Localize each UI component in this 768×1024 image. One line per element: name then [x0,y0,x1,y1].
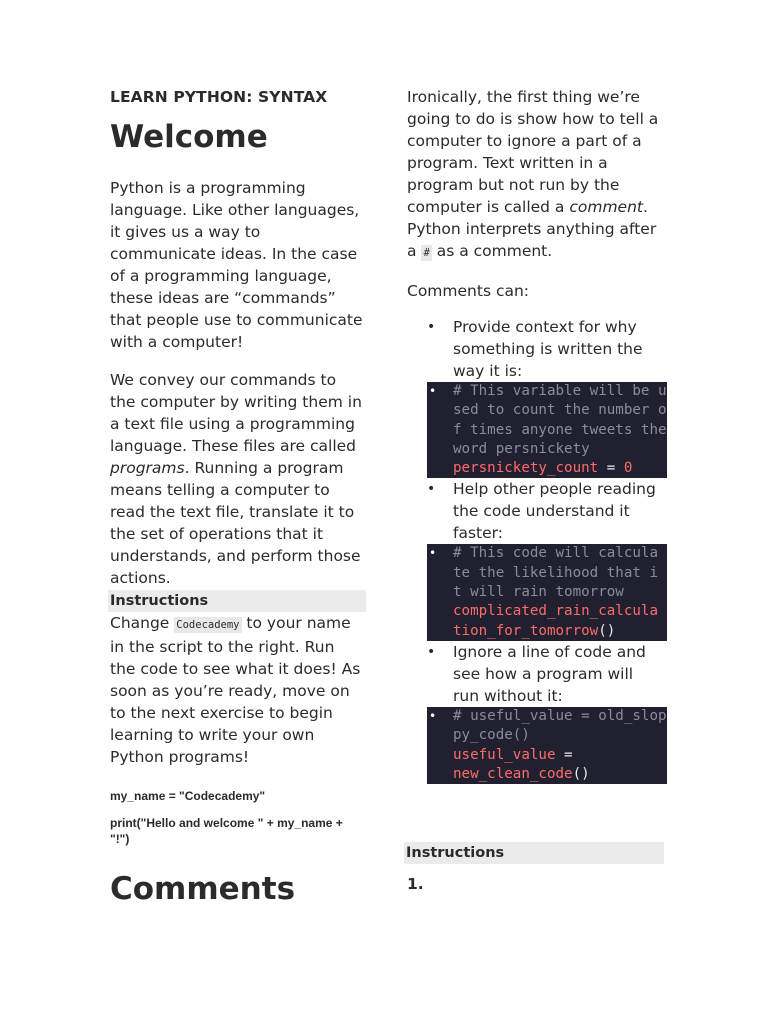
code-parens: () [572,765,590,782]
code-block-useful-value [427,707,667,784]
course-kicker: LEARN PYTHON: SYNTAX [110,88,328,106]
code-block-persnickety [427,382,676,478]
hash-inline-code: # [423,247,430,259]
codecademy-inline-code: Codecademy [176,618,240,631]
instructions-label-right: Instructions [404,842,664,864]
intro-paragraph-1: Python is a programming language. Like other languages, it gives us a way to communicate ideas. In the case of a programming language, these ideas are “commands” that people use to communicate with a computer! [110,178,363,351]
instr-text-b: to your name in the script to the right. Run the code to see what it does! As soon as you’re ready, move on to the next exercise to begin learning to write your own Python programs! [110,613,361,766]
instructions-label-left: Instructions [108,590,366,612]
code-line-print: print("Hello and welcome " + my_name + "!") [110,815,343,846]
list-item: • Help other people reading the code understand it faster: [407,478,661,544]
programs-term: programs [110,458,185,477]
bullet-dot-icon: • [429,384,437,398]
welcome-heading: Welcome [110,119,268,155]
list-item: • Ignore a line of code and see how a program will run without it: [407,641,661,707]
comments-can-label: Comments can: [407,282,530,300]
code-line-name: my_name = "Codecademy" [110,788,266,803]
code-function-call: complicated_rain_calculation_for_tomorrow [453,603,658,639]
instr-text-a: Change [110,613,175,632]
right-column [407,84,676,784]
comments-intro-paragraph [407,86,661,264]
bullet-dot-icon: • [429,546,437,561]
left-column [110,84,364,847]
p1-text-c: as a comment. [431,242,553,260]
instructions-text [110,612,364,768]
p1-text-a: Ironically, the first thing we’re going to do is show how to tell a computer to ignore a part of a program. Text written in a program but not run by the computer is called a [407,88,659,216]
code-variable: useful_value [453,746,556,763]
code-parens: () [598,622,616,639]
p1-text-b: . Python interprets anything after a [407,198,657,260]
code-block-rain [427,544,667,640]
intro2-text-b: . Running a program means telling a computer to read the text file, translate it to the set of operations that it understands, and perform those actions. [110,458,361,587]
intro-paragraph-2 [110,369,364,589]
comment-term: comment [569,198,643,216]
step-number: 1. [407,875,424,893]
code-number: 0 [623,460,633,477]
code-operator: = [555,746,573,763]
bullet-dot-icon: • [429,708,437,723]
intro2-text-a: We convey our commands to the computer by writing them in a text file using a programming language. These files are called [110,370,362,455]
comments-heading: Comments [110,871,296,907]
code-operator: = [598,460,624,477]
comments-uses-list [407,316,676,784]
code-comment: # This code will calculate the likelihood that it will rain tomorrow [453,545,658,601]
code-comment: # This variable will be used to count the number of times anyone tweets the word persnickety [453,383,676,457]
code-comment: # useful_value = old_sloppy_code() [453,707,667,744]
list-item: • Provide context for why something is written the way it is: [407,316,661,382]
code-function-call: new_clean_code [453,765,573,782]
code-variable: persnickety_count [453,460,599,477]
